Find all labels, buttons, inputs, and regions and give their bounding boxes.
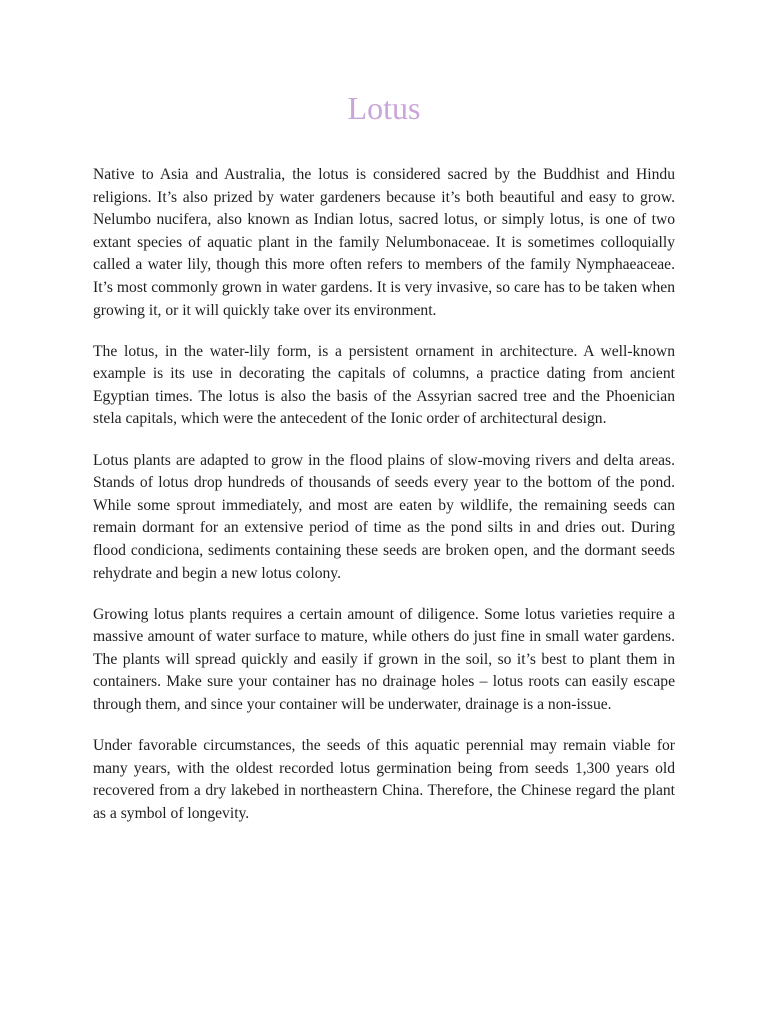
- paragraph-growing: Growing lotus plants requires a certain amount of diligence. Some lotus varieties require a massive amount of water surface to mature, while others do just fine in small water gardens. The plants will spread quickly and easily if grown in the soil, so it’s best to plant them in containers. Make sure your container has no drainage holes – lotus roots can easily escape through them, and since your container will be underwater, drainage is a non-issue.: [93, 605, 675, 713]
- paragraph-flood-plains: Lotus plants are adapted to grow in the flood plains of slow-moving rivers and delta areas. Stands of lotus drop hundreds of thousands of seeds every year to the bottom of the pond. While some sprout immediately, and most are eaten by wildlife, the remaining seeds can remain dormant for an extensive period of time as the pond silts in and dries out. During flood condiciona, sediments containing these seeds are broken open, and the dormant seeds rehydrate and begin a new lotus colony.: [93, 451, 675, 582]
- paragraph-longevity: Under favorable circumstances, the seeds of this aquatic perennial may remain viable for many years, with the oldest recorded lotus germination being from seeds 1,300 years old recovered from a dry lakebed in northeastern China. Therefore, the Chinese regard the plant as a symbol of longevity.: [93, 737, 675, 822]
- document-body: [93, 164, 675, 844]
- paragraph-native-range: Native to Asia and Australia, the lotus is considered sacred by the Buddhist and Hindu religions. It’s also prized by water gardeners because it’s both beautiful and easy to grow. Nelumbo nucifera, also known as Indian lotus, sacred lotus, or simply lotus, is one of two extant species of aquatic plant in the family Nelumbonaceae. It is sometimes colloquially called a water lily, though this more often refers to members of the family Nymphaeaceae. It’s most commonly grown in water gardens. It is very invasive, so care has to be taken when growing it, or it will quickly take over its environment.: [93, 166, 675, 319]
- document-title: Lotus: [347, 90, 421, 126]
- paragraph-architecture: The lotus, in the water-lily form, is a persistent ornament in architecture. A well-known example is its use in decorating the capitals of columns, a practice dating from ancient Egyptian times. The lotus is also the basis of the Assyrian sacred tree and the Phoenician stela capitals, which were the antecedent of the Ionic order of architectural design.: [93, 342, 675, 428]
